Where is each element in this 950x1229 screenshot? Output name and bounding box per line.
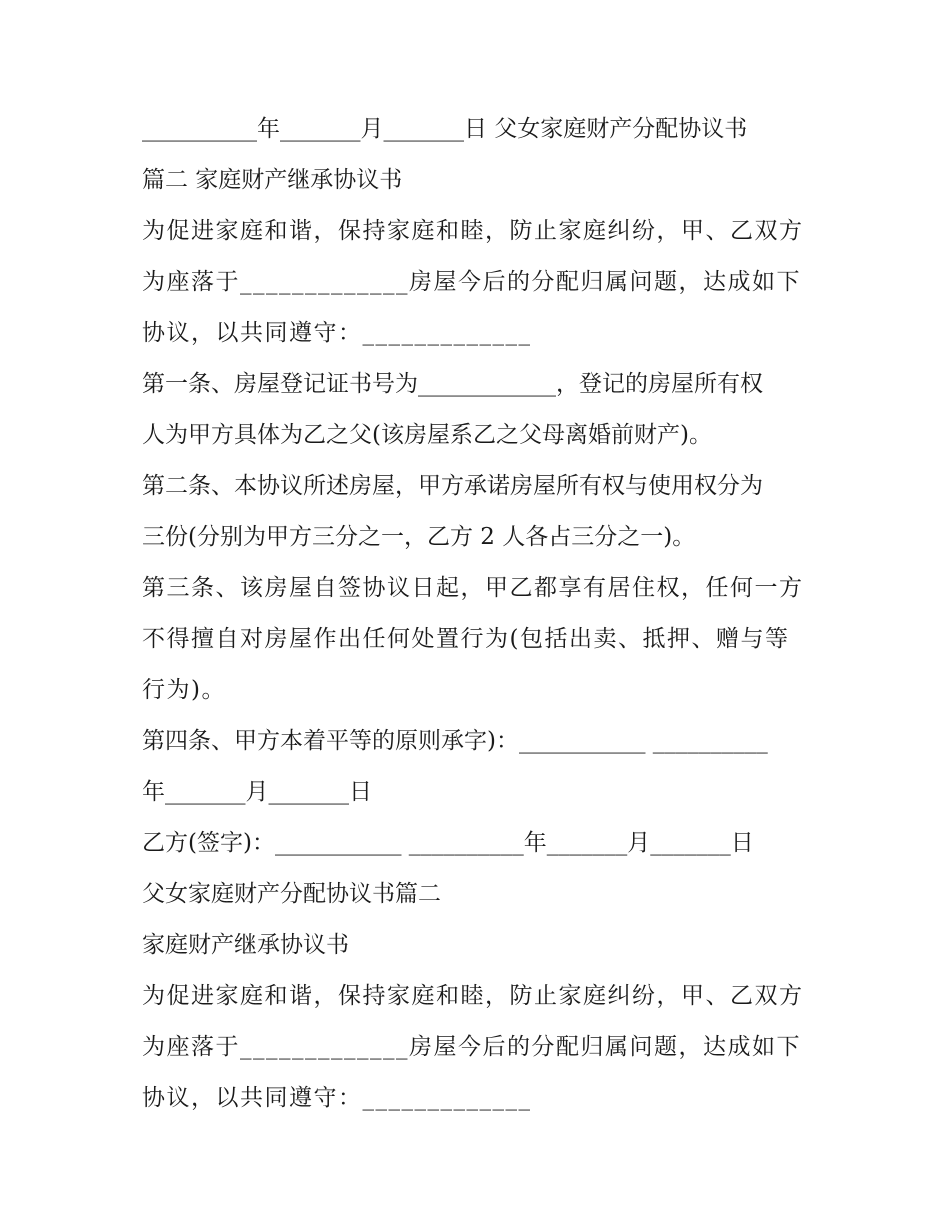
paragraph-line: 协议，以共同遵守：_____________ xyxy=(142,320,532,346)
signature-line: 第四条、甲方本着平等的原则承字)：___________ __________ xyxy=(142,728,768,754)
clause-line: 第三条、该房屋自签协议日起，甲乙都享有居住权，任何一方 xyxy=(142,575,804,601)
date-title-line: __________年_______月_______日 父女家庭财产分配协议书 xyxy=(142,116,748,142)
clause-line: 第二条、本协议所述房屋，甲方承诺房屋所有权与使用权分为 xyxy=(142,473,763,499)
section-heading: 父女家庭财产分配协议书篇二 xyxy=(142,881,441,907)
section-heading: 家庭财产继承协议书 xyxy=(142,932,349,958)
section-heading: 篇二 家庭财产继承协议书 xyxy=(142,167,403,193)
paragraph-line: 为座落于_____________房屋今后的分配归属问题，达成如下 xyxy=(142,269,801,295)
paragraph-line: 协议，以共同遵守：_____________ xyxy=(142,1085,532,1111)
signature-line: 乙方(签字)：___________ __________年_______月_______日 xyxy=(142,830,754,856)
clause-line: 不得擅自对房屋作出任何处置行为(包括出卖、抵押、赠与等 xyxy=(142,626,790,652)
date-line: 年_______月_______日 xyxy=(142,779,372,805)
clause-line: 行为)。 xyxy=(142,677,226,703)
clause-line: 人为甲方具体为乙之父(该房屋系乙之父母离婚前财产)。 xyxy=(142,422,712,448)
clause-line: 第一条、房屋登记证书号为____________，登记的房屋所有权 xyxy=(142,371,763,397)
paragraph-line: 为座落于_____________房屋今后的分配归属问题，达成如下 xyxy=(142,1034,801,1060)
paragraph-line: 为促进家庭和谐，保持家庭和睦，防止家庭纠纷，甲、乙双方 xyxy=(142,218,804,244)
paragraph-line: 为促进家庭和谐，保持家庭和睦，防止家庭纠纷，甲、乙双方 xyxy=(142,983,804,1009)
clause-line: 三份(分别为甲方三分之一，乙方 2 人各占三分之一)。 xyxy=(142,524,696,550)
